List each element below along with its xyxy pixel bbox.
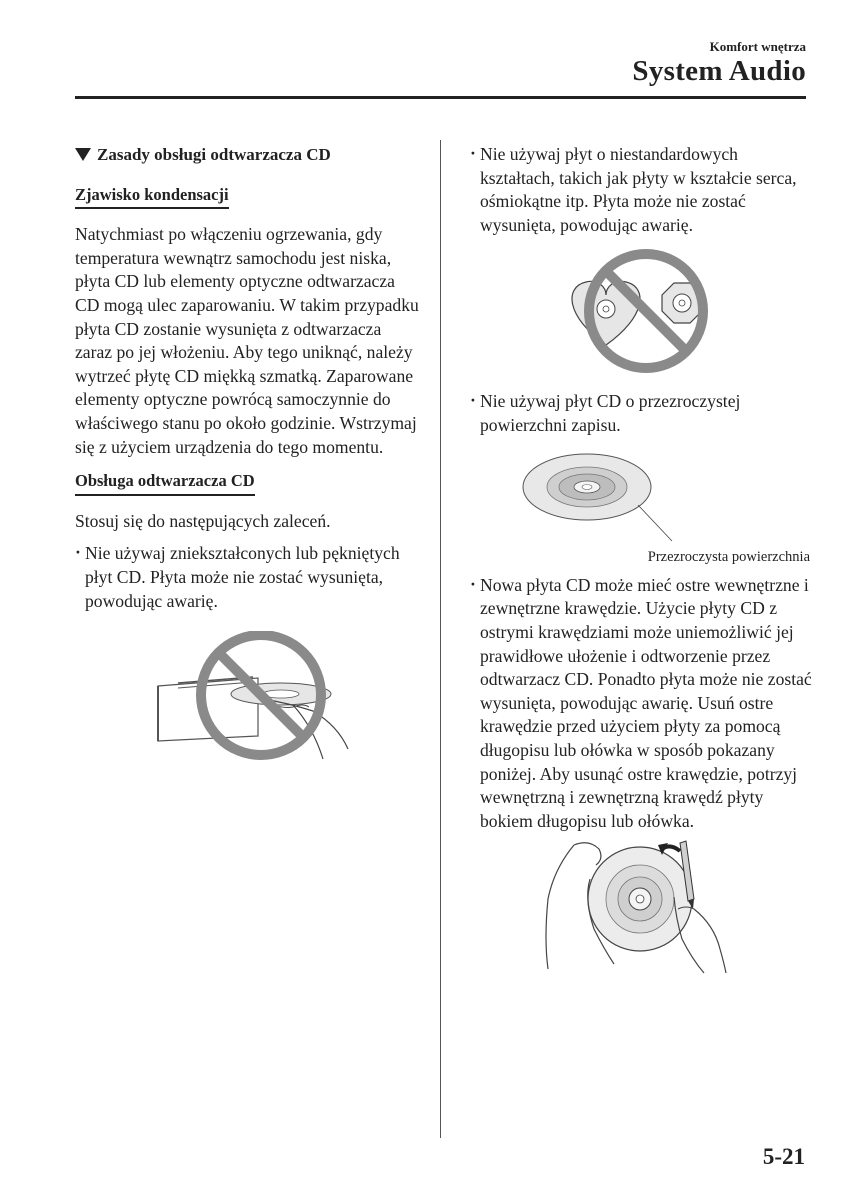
illustration-odd-shaped-discs xyxy=(566,247,815,384)
left-column xyxy=(75,143,420,768)
column-divider xyxy=(440,140,441,1138)
list-item xyxy=(470,574,815,834)
bullet-text: Nie używaj płyt o niestandardowych kształtach, takich jak płyty w kształcie serca, ośmiokątne itp. Płyta może nie zostać wysunięta, powodując awarię. xyxy=(480,144,797,235)
bullet-text: Nie używaj płyt CD o przezroczystej powierzchni zapisu. xyxy=(480,390,741,435)
list-item xyxy=(470,143,815,237)
illustration-transparent-disc xyxy=(520,445,815,566)
section-heading xyxy=(75,143,420,167)
subheading-cd-operation: Obsługa odtwarzacza CD xyxy=(75,469,255,496)
list-item xyxy=(470,390,815,437)
instructions-intro: Stosuj się do następujących zaleceń. xyxy=(75,510,331,531)
subheading-condensation: Zjawisko kondensacji xyxy=(75,183,229,210)
header-rule xyxy=(75,96,806,99)
condensation-paragraph: Natychmiast po włączeniu ogrzewania, gdy temperatura wewnątrz samochodu jest niska, płyta CD lub elementy optyczne odtwarzacza CD mogą ulec zaparowaniu. W takim przypadku płyta CD zostanie wysunięta z odtwarzacza zaraz po jej włożeniu. Aby tego uniknąć, należy wytrzeć płytę CD miękką szmatką. Zaparowane elementy optyczne powrócą samoczynnie do właściwego stanu po około godzinie. Wstrzymaj się z użyciem urządzenia do tego momentu. xyxy=(75,224,419,457)
chapter-label: Komfort wnętrza xyxy=(709,39,806,54)
section-heading-text: Zasady obsługi odtwarzacza CD xyxy=(97,145,331,164)
page-title: System Audio xyxy=(632,55,806,87)
bullet-text: Nie używaj zniekształconych lub pękniętych płyt CD. Płyta może nie zostać wysunięta, powodując awarię. xyxy=(85,543,400,611)
prohibited-odd-shaped-cd-icon xyxy=(566,247,726,377)
illustration-edge-removal xyxy=(544,839,815,981)
illustration-deformed-disc xyxy=(153,631,420,768)
prohibited-deformed-cd-icon xyxy=(153,631,353,761)
pen-removing-edge-icon xyxy=(544,839,744,974)
bullet-dot-icon: · xyxy=(75,542,81,563)
triangle-marker-icon xyxy=(75,148,91,161)
list-item xyxy=(75,542,420,613)
bullet-dot-icon: · xyxy=(470,389,476,410)
page-number: 5-21 xyxy=(762,1144,805,1169)
figure-caption: Przezroczysta powierzchnia xyxy=(647,548,810,565)
bullet-dot-icon: · xyxy=(470,573,476,594)
bullet-text: Nowa płyta CD może mieć ostre wewnętrzne i zewnętrzne krawędzie. Użycie płyty CD z ostrymi krawędziami może uniemożliwić jej prawidłowe ułożenie i odtworzenie przez odtwarzacz CD. Ponadto płyta może nie zostać wysunięta, powodując awarię. Usuń ostre krawędzie przed użyciem płyty za pomocą długopisu lub ołówka w sposób pokazany poniżej. Aby usunąć ostre krawędzie, potrzyj wewnętrzną i zewnętrzną krawędź płyty bokiem długopisu lub ołówka. xyxy=(480,574,812,831)
right-column xyxy=(470,143,815,981)
bullet-dot-icon: · xyxy=(470,143,476,163)
transparent-cd-icon xyxy=(520,445,720,545)
